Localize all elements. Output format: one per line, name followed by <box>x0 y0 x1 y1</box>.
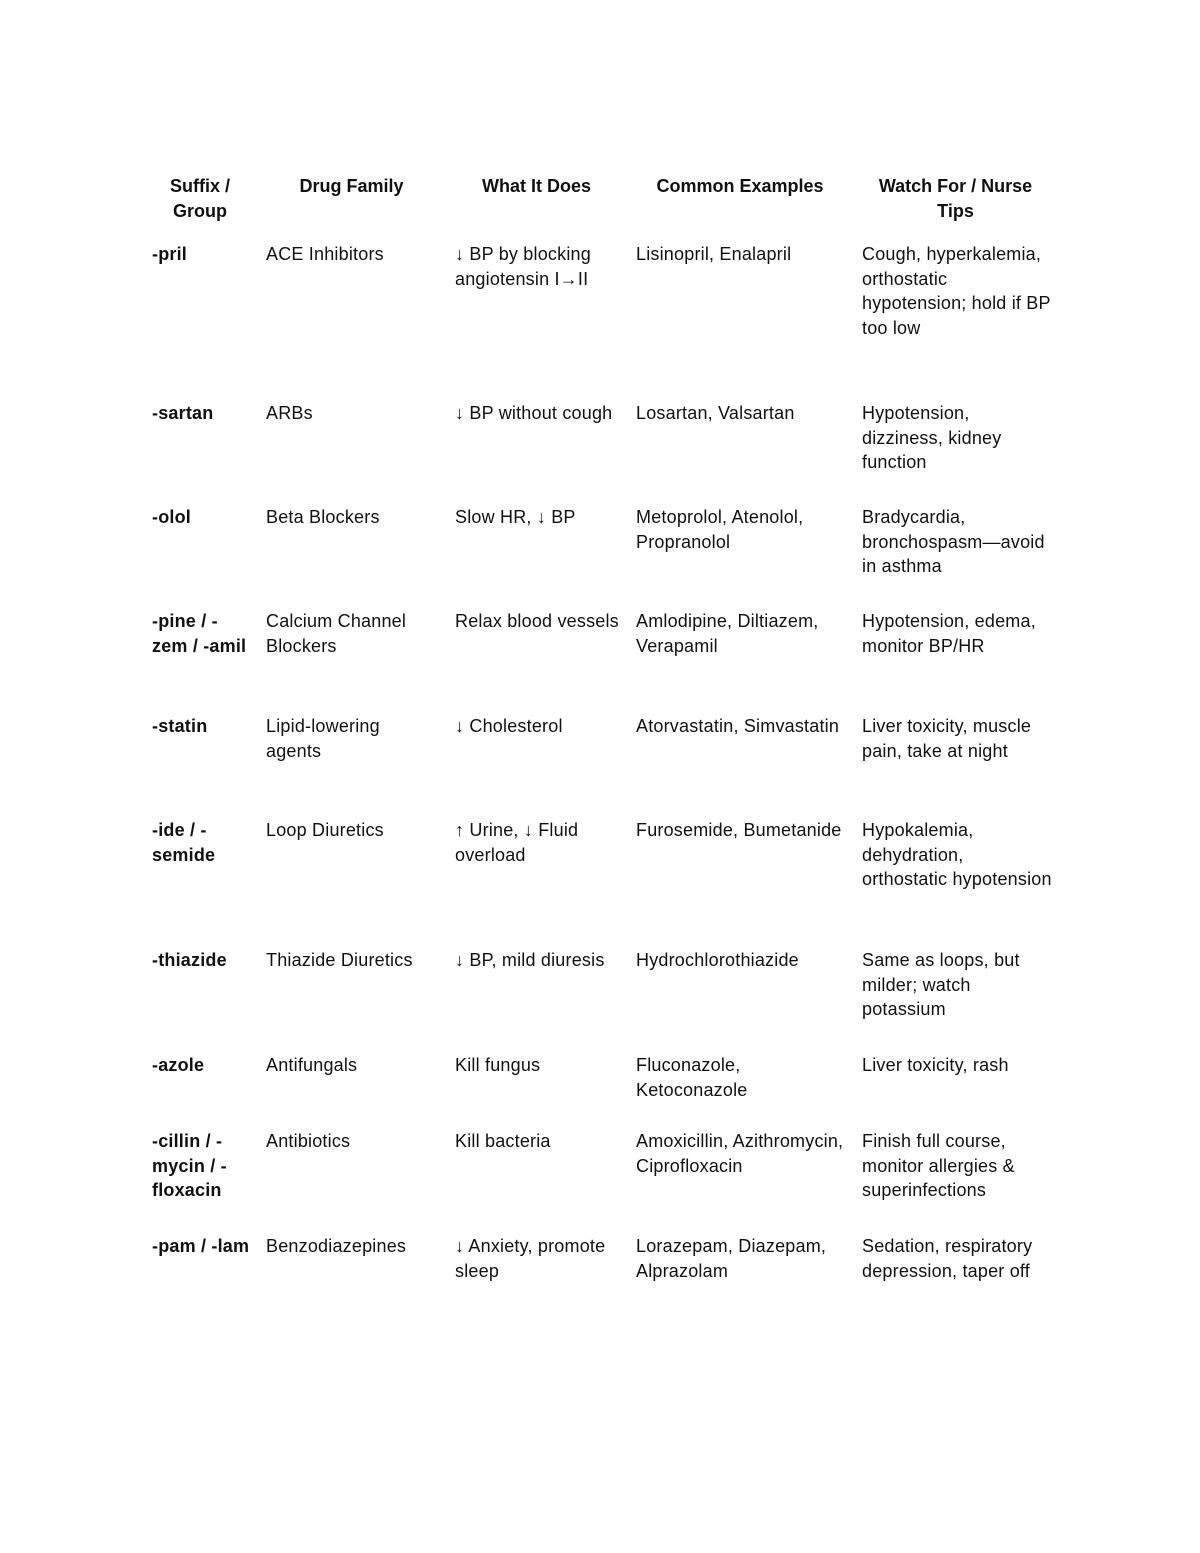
suffix-cell: -statin <box>152 716 208 736</box>
suffix-cell: -olol <box>152 507 191 527</box>
examples-cell: Lorazepam, Diazepam, Alprazolam <box>636 1236 827 1281</box>
action-cell: ↓ BP, mild diuresis <box>455 950 605 970</box>
header-suffix-group: Suffix / Group <box>169 176 230 221</box>
header-what-it-does: What It Does <box>481 176 591 196</box>
examples-cell: Losartan, Valsartan <box>636 403 795 423</box>
examples-cell: Amoxicillin, Azithromycin, Ciprofloxacin <box>636 1131 844 1176</box>
table-row <box>143 714 1058 818</box>
action-cell: ↓ Cholesterol <box>455 716 563 736</box>
header-watch-for: Watch For / Nurse Tips <box>878 176 1033 221</box>
tips-cell: Same as loops, but milder; watch potassium <box>862 950 1020 1019</box>
table-row <box>143 401 1058 505</box>
examples-cell: Lisinopril, Enalapril <box>636 244 792 264</box>
family-cell: Benzodiazepines <box>266 1236 407 1256</box>
examples-cell: Furosemide, Bumetanide <box>636 820 842 840</box>
examples-cell: Amlodipine, Diltiazem, Verapamil <box>636 611 819 656</box>
table-row <box>143 1234 1058 1294</box>
tips-cell: Sedation, respiratory depression, taper off <box>862 1236 1033 1281</box>
tips-cell: Cough, hyperkalemia, orthostatic hypotension; hold if BP too low <box>862 244 1051 338</box>
table-row <box>143 505 1058 609</box>
action-cell: ↓ BP by blocking angiotensin I→II <box>455 244 591 289</box>
table-row <box>143 1053 1058 1129</box>
family-cell: Lipid-lowering agents <box>266 716 380 761</box>
family-cell: Calcium Channel Blockers <box>266 611 407 656</box>
drug-suffix-table <box>143 170 1058 1294</box>
action-cell: Slow HR, ↓ BP <box>455 507 576 527</box>
table-header-row <box>143 170 1058 242</box>
suffix-cell: -thiazide <box>152 950 227 970</box>
action-cell: ↑ Urine, ↓ Fluid overload <box>455 820 579 865</box>
suffix-cell: -ide / -semide <box>152 820 216 865</box>
suffix-cell: -azole <box>152 1055 205 1075</box>
action-cell: Kill fungus <box>455 1055 541 1075</box>
table-row <box>143 818 1058 948</box>
suffix-cell: -cillin / -mycin / -floxacin <box>152 1131 227 1200</box>
family-cell: ARBs <box>266 403 313 423</box>
suffix-cell: -pine / -zem / -amil <box>152 611 247 656</box>
tips-cell: Hypotension, edema, monitor BP/HR <box>862 611 1036 656</box>
tips-cell: Liver toxicity, rash <box>862 1055 1009 1075</box>
tips-cell: Bradycardia, bronchospasm—avoid in asthma <box>862 507 1045 576</box>
tips-cell: Finish full course, monitor allergies & superinfections <box>862 1131 1015 1200</box>
action-cell: Relax blood vessels <box>455 611 619 631</box>
family-cell: Antibiotics <box>266 1131 351 1151</box>
examples-cell: Hydrochlorothiazide <box>636 950 799 970</box>
examples-cell: Atorvastatin, Simvastatin <box>636 716 840 736</box>
action-cell: ↓ BP without cough <box>455 403 613 423</box>
examples-cell: Fluconazole, Ketoconazole <box>636 1055 748 1100</box>
table-row <box>143 242 1058 401</box>
table-row <box>143 609 1058 714</box>
tips-cell: Hypotension, dizziness, kidney function <box>862 403 1002 472</box>
suffix-cell: -pam / -lam <box>152 1236 250 1256</box>
tips-cell: Hypokalemia, dehydration, orthostatic hypotension <box>862 820 1052 889</box>
table-row <box>143 948 1058 1053</box>
suffix-cell: -pril <box>152 244 187 264</box>
table-row <box>143 1129 1058 1234</box>
family-cell: ACE Inhibitors <box>266 244 384 264</box>
examples-cell: Metoprolol, Atenolol, Propranolol <box>636 507 804 552</box>
family-cell: Loop Diuretics <box>266 820 384 840</box>
family-cell: Antifungals <box>266 1055 358 1075</box>
action-cell: ↓ Anxiety, promote sleep <box>455 1236 606 1281</box>
header-common-examples: Common Examples <box>656 176 824 196</box>
tips-cell: Liver toxicity, muscle pain, take at night <box>862 716 1032 761</box>
action-cell: Kill bacteria <box>455 1131 551 1151</box>
family-cell: Thiazide Diuretics <box>266 950 413 970</box>
header-drug-family: Drug Family <box>299 176 404 196</box>
family-cell: Beta Blockers <box>266 507 380 527</box>
suffix-cell: -sartan <box>152 403 214 423</box>
